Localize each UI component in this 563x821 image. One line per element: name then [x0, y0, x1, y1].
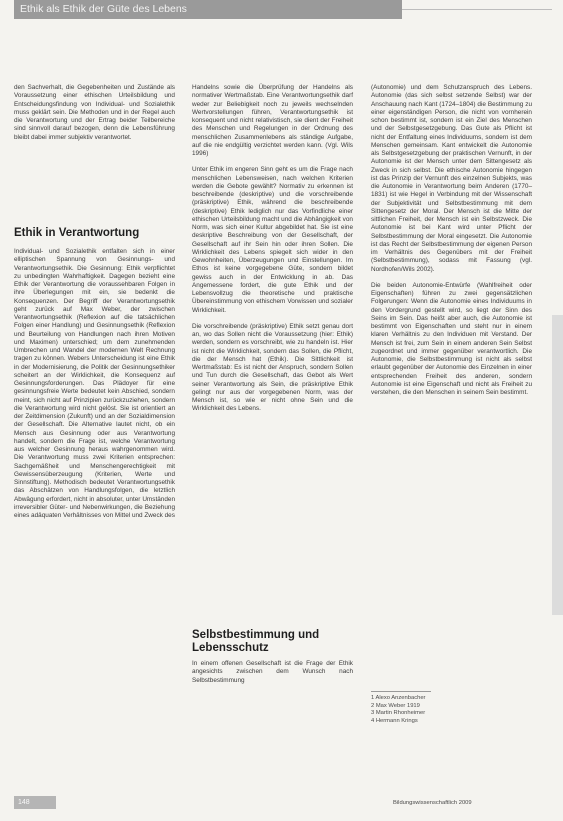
col2-paragraph-1: Handelns sowie die Überprüfung der Handelns als normativer Wertmaßstab. Eine Verantwortungsethik darf weder zur Beliebigkeit noch zu jeweils wechselnden Wertvorstellungen führen, Verantwortungsethik ist konsequent und nicht relativistisch, sie dient der Freiheit des Menschen und Regelungen in der Ordnung des menschlichen Zusammenlebens als ständige Aufgabe, auf die nie endgültig verzichtet werden kann. (Vgl. Wils 1996)	[192, 84, 353, 157]
footnote-rule	[371, 691, 431, 692]
column-2	[192, 84, 353, 422]
col1-intro-paragraph: den Sachverhalt, die Gegebenheiten und Zustände als Voraussetzung einer ethischen Urteilsbildung und Entscheidungsfindung von Individual- und Sozialethik muss geklärt sein. Die Methoden und in der Regel auch die Verantwortung und der Ertrag beider Teilbereiche sind sinnvoll darauf bezogen, denn die Lebensführung bleibt dabei immer subjektiv verantwortet.	[14, 84, 175, 141]
footnote-item: 4 Hermann Krings	[371, 717, 418, 724]
column-1	[14, 84, 175, 150]
section-heading-verantwortung: Ethik in Verantwortung	[14, 227, 140, 239]
running-header	[14, 0, 402, 19]
column-3	[371, 84, 532, 405]
col2-paragraph-2: Unter Ethik im engeren Sinn geht es um die Frage nach menschlichen Lebensweisen, nach welchen Kriterien werden die Gebote gewählt? Normativ zu erkennen ist beschreibende (deskriptive) und die vorschreibende (präskriptive) Ethik, während die beschreibende (deskriptive) Ethik lediglich nur das Vorfindliche einer ethischen Urteilsbildung macht und die Abhängigkeit von Norm, was sich einer Kultur abgebildet hat. Sie ist eine deskriptive Beschreibung von der Gesellschaft, der Gesellschaft auf ihr Sein hin oder ihren Sollen. Die Wirklichkeit des Lebens spiegelt sich wider in den Gewohnheiten, Überzeugungen und Einstellungen. Im Ethos ist keine vorgegebene Güte, sondern bildet gewiss auch in der Entwicklung in ab. Das Angemessene fordert, die gute Ethik und der Lebensvollzug die theoretische und praktische Übereinstimmung von ethischem Vorwissen und sozialer Wirklichkeit.	[192, 166, 353, 314]
column-2-tail	[192, 660, 353, 693]
running-title: Ethik als Ethik der Güte des Lebens	[20, 3, 187, 15]
footnote-item: 1 Alexo Anzenbacher	[371, 695, 426, 701]
col1-paragraph: Individual- und Sozialethik entfalten sich in einer elliptischen Spannung von Gesinnungs- und Verantwortungsethik. Die Gesinnung: Ethik verpflichtet zu unbedingten Wahrhaftigkeit. Dagegen bezieht eine Ethik der Verantwortung die voraussehbaren Folgen in ihre Überlegungen mit ein, sie bedenkt die Konsequenzen. Der Begriff der Verantwortungsethik geht zurück auf Max Weber, der zwischen Verantwortungsethik (Reflexion auf die tatsächlichen Folgen einer Handlung) und Gesinnungsethik (Reflexion und Beurteilung von Handlungen nach ihren Motiven und Maximen) unterschied; um dem zunehmenden Umbrechen und Wandel der modernen Welt Rechnung tragen zu können. Webers Unterscheidung ist eine Ethik in der Modernisierung, die Politik der Gesinnungsethiker scheitert an der Wirklichkeit, die Konsequenz auf Gesinnungsforderungen. Das Plädoyer für eine gesinnungsfreie Werte bedeutet kein Abschied, sondern meint, sich nicht auf Prinzipien zurückzuziehen, sondern die Verantwortung wird nicht gelöst. Sie ist orientiert an der Zeitdimension (Zukunft) und an der Sozialdimension der Gesellschaft. Die Alternative lautet nicht, ob ein Mensch aus Gesinnung oder aus Verantwortung handelt, sondern die Frage ist, welche Verantwortung aus welcher Gesinnung heraus wahrgenommen wird. Die Verantwortung muss zwei Kriterien entsprechen: Sachgemäßheit und Menschengerechtigkeit mit Gewissensüberzeugung (Kriterien, Werte und Sinnstiftung). Methodisch bedeutet Verantwortungsethik das Abschätzen von Handlungsfolgen, die letztlich Abwägung erfordert, nicht in absoluter, unter Umständen irreversibler Güter- und Nebenwirkungen, die Beziehung eines adäquaten Verhältnisses von Mittel und Zweck des	[14, 248, 175, 519]
footnotes	[371, 695, 471, 725]
journal-footer: Bildungswissenschaftlich 2009	[393, 800, 472, 806]
section-heading-selbstbestimmung: Selbstbestimmung und Lebensschutz	[192, 629, 320, 654]
footnote-item: 3 Martin Rhonheimer	[371, 710, 426, 717]
col2-paragraph-4: In einem offenen Gesellschaft ist die Frage der Ethik angesichts zwischen dem Wunsch nach Selbstbestimmung	[192, 660, 353, 684]
header-rule	[402, 9, 552, 10]
page-number: 148	[18, 799, 30, 806]
col3-paragraph-2: Die beiden Autonomie-Entwürfe (Wahlfreiheit oder Eigenschaften) führen zu zwei gegensätzlichen Folgerungen: Wenn die Autonomie eines Individuums in den Vordergrund gestellt wird, so liegt der Sinn des Seins im Sein. Das heißt aber auch, die Autonomie ist bestimmt von Eigenschaften und steht nur in einem klaren Verhältnis zu den Individuen mit Verstand. Der Mensch ist frei, zum Sein in einem anderen Sein Selbst zugeordnet und immer gegenüber verantwortlich. Die Autonomie, die Selbstbestimmung ist nicht als selbst erlaubt gegenüber der Autonomie des Einzelnen in einer entsprechenden Freiheit des anderen, sondern Autonomie ist eine Eigenschaft und nicht als Freiheit zu verstehen, die den Menschen in seinem Sein bestimmt.	[371, 281, 532, 396]
margin-strip	[552, 315, 563, 615]
col3-paragraph-1: (Autonomie) und dem Schutzanspruch des Lebens. Autonomie (das sich selbst setzende Selbst) war der Anschauung nach Kant (1724–1804) die Bestimmung zu einer eigenständigen Person, die nicht von vornherein schon bestimmt ist, sondern ist ein Ziel des Menschen und der Selbstgesetzgebung. Das Gute als Pflicht ist nicht der Entfaltung eines Individuums, sondern ist dem Menschen gemeinsam. Kant entwickelt die Autonomie als Selbstgesetzgebung der praktischen Vernunft, in der Autonomie ist der Mensch unter dem Sittengesetz als Zweck in sich selbst. Die ethische Autonomie hingegen ist das Prinzip der Vernunft des einzelnen Subjekts, was die Autonomie in Verantwortung beim Anderen (1770–1831) ist wie Hegel in Verbindung mit der Wissenschaft der Subjektivität und Selbstbestimmung mit dem Sittengesetz der Moral. Der Mensch ist die Mitte der sittlichen Freiheit, der Mensch ist ein Selbstzweck. Die Autonomie ist bei Kant wird unter Pflicht der Selbstbestimmung der Moral eingesetzt. Die Autonomie ist das Recht der Selbstbestimmung der eigenen Person im Verhältnis des Gegenübers mit der Freiheit (Selbstbestimmung), sodass mit Fassung (vgl. Nordhofen/Wils 2002).	[371, 84, 532, 273]
column-1-body	[14, 248, 175, 528]
col2-paragraph-3: Die vorschreibende (präskriptive) Ethik setzt genau dort an, wo das Sollen nicht die Voraussetzung (hier: Ethik) werden, sondern es vorschreibt, wie zu handeln ist. Hier ist nicht die Wirklichkeit, sondern das Sollen, die Pflicht, die der Mensch hat (Ethik). Die Sittlichkeit ist Wertmaßstab: Es ist nicht der Anspruch, sondern Sollen und Tun durch die Gesellschaft, das Gebot als Wert seiner Verantwortung als Sein, die präskriptive Ethik gelingt nur aus der vorgegebenen Norm, was der Mensch ist, so wie er nicht ohne Sein und die Wirklichkeit des Lebens.	[192, 322, 353, 413]
page-number-badge	[14, 796, 56, 809]
footnote-item: 2 Max Weber 1919	[371, 702, 420, 709]
